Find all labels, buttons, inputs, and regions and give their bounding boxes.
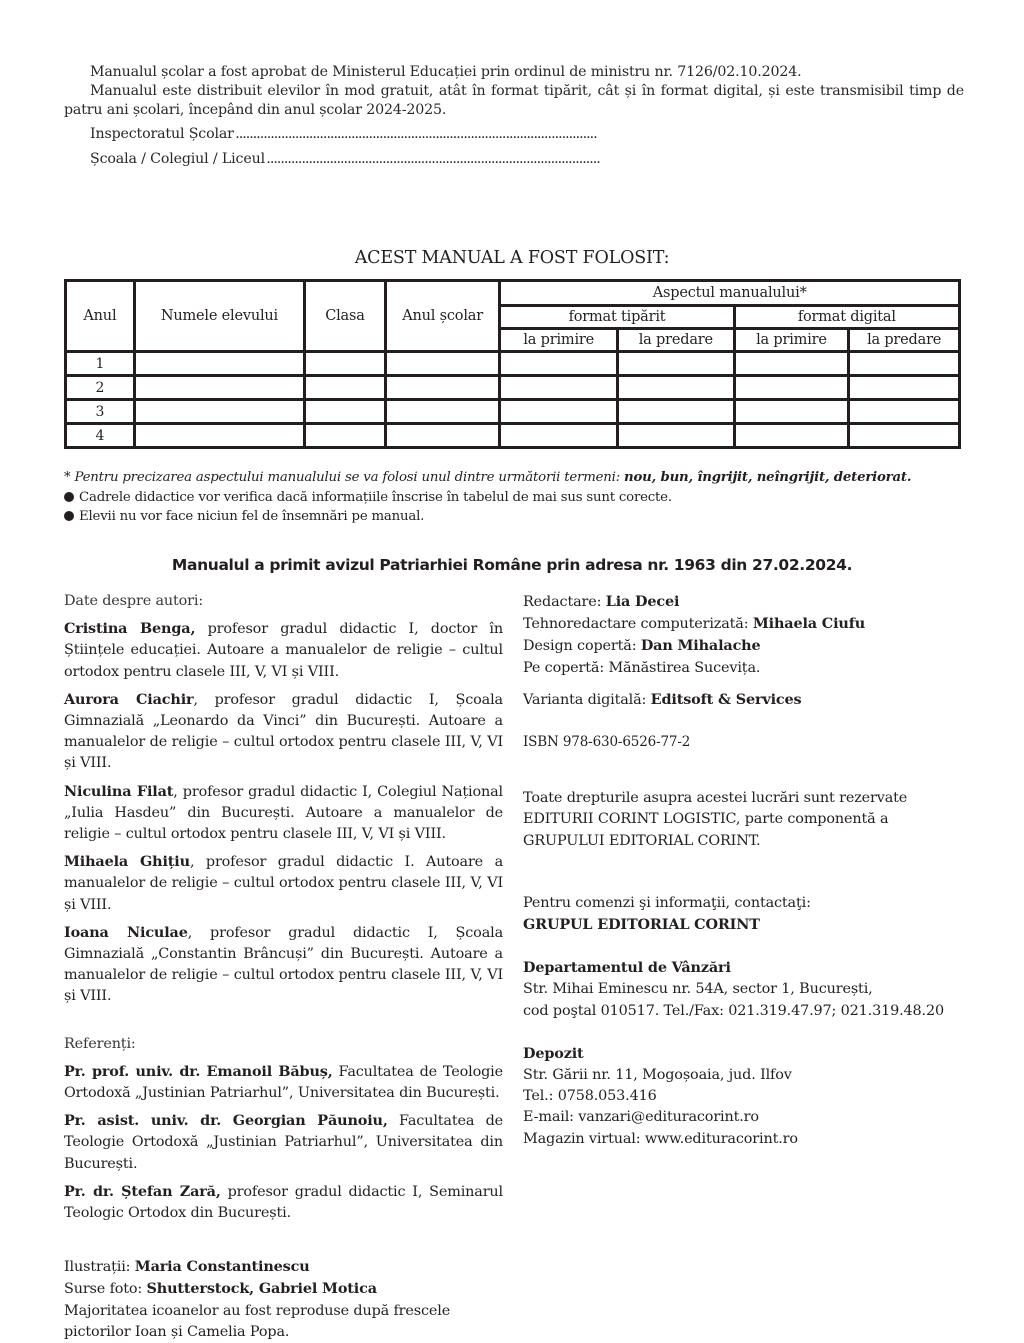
bullet-icon xyxy=(64,511,74,521)
cell-tiparit-predare[interactable] xyxy=(618,376,735,400)
illustrations-label: Ilustrații: xyxy=(64,1259,135,1276)
footnote xyxy=(64,468,911,488)
cell-anul: 2 xyxy=(66,376,135,400)
cell-clasa[interactable] xyxy=(305,424,386,448)
bullet-icon xyxy=(64,492,74,502)
cell-digital-primire[interactable] xyxy=(734,376,849,400)
depot-address: Str. Gării nr. 11, Mogoșoaia, jud. Ilfov xyxy=(523,1067,792,1084)
cell-digital-primire[interactable] xyxy=(734,400,849,424)
table-notes xyxy=(64,468,911,527)
referee-entry xyxy=(64,1061,503,1104)
inspectorat-label: Inspectoratul Școlar xyxy=(90,126,234,142)
author-name: Mihaela Ghițiu xyxy=(64,853,190,871)
header-numele-elevului: Numele elevului xyxy=(134,281,304,352)
cell-anul-scolar[interactable] xyxy=(385,424,500,448)
typesetting-credit xyxy=(523,613,973,635)
right-column xyxy=(523,591,973,1150)
inspectorat-field xyxy=(90,126,597,142)
sales-heading-text: Departamentul de Vânzări xyxy=(523,959,731,977)
editing-credit xyxy=(523,591,973,613)
cover-design-value: Dan Mihalache xyxy=(640,637,761,655)
cell-tiparit-primire[interactable] xyxy=(500,400,618,424)
referee-entry xyxy=(64,1110,503,1175)
sales-contact: cod poştal 010517. Tel./Fax: 021.319.47.97; 021.319.48.20 xyxy=(523,1002,944,1019)
patriarchate-approval: Manualul a primit avizul Patriarhiei Române prin adresa nr. 1963 din 27.02.2024. xyxy=(171,556,853,574)
author-entry xyxy=(64,781,503,846)
digital-version-credit xyxy=(523,689,973,711)
cell-clasa[interactable] xyxy=(305,352,386,376)
referee-name: Pr. asist. univ. dr. Georgian Păunoiu, xyxy=(64,1112,388,1130)
editing-value: Lia Decei xyxy=(605,593,680,610)
referee-entry xyxy=(64,1181,503,1224)
table-row xyxy=(66,400,960,424)
orders-publisher-name: GRUPUL EDITORIAL CORINT xyxy=(523,916,760,934)
inspectorat-dots: ....................................................................................................... xyxy=(235,126,597,142)
orders-publisher xyxy=(523,914,973,936)
author-entry xyxy=(64,618,503,683)
referee-name: Pr. dr. Ștefan Zară, xyxy=(64,1182,221,1200)
cell-tiparit-predare[interactable] xyxy=(618,352,735,376)
author-name: Cristina Benga, xyxy=(64,620,196,638)
author-name: Niculina Filat xyxy=(64,782,174,800)
usage-table-title: ACEST MANUAL A FOST FOLOSIT: xyxy=(354,248,670,268)
header-format-digital: format digital xyxy=(734,306,959,329)
scoala-label: Școala / Colegiul / Liceul xyxy=(90,151,265,167)
referee-description: profesor gradul didactic I, Seminarul Teologic Ortodox din București. xyxy=(64,1183,503,1222)
typesetting-label: Tehnoredactare computerizată: xyxy=(523,616,753,633)
rights-line-2: EDITURII CORINT LOGISTIC, parte componentă a xyxy=(523,811,889,828)
scoala-dots: ............................................................................................... xyxy=(266,151,600,167)
icons-note: Majoritatea icoanelor au fost reproduse după frescele pictorilor Ioan și Camelia Popa. xyxy=(64,1302,451,1340)
online-shop-link[interactable]: Magazin virtual: www.edituracorint.ro xyxy=(523,1130,798,1147)
cell-digital-predare[interactable] xyxy=(849,352,960,376)
depot-heading-text: Depozit xyxy=(523,1044,584,1062)
header-format-tiparit: format tipărit xyxy=(500,306,734,329)
author-description: profesor gradul didactic I, doctor în Științele educației. Autoare a manualelor de religie – cultul ortodox pentru clasele III, V, VI și VIII. xyxy=(64,621,503,680)
cell-numele[interactable] xyxy=(134,424,304,448)
cell-clasa[interactable] xyxy=(305,400,386,424)
typesetting-value: Mihaela Ciufu xyxy=(752,615,866,633)
cell-digital-primire[interactable] xyxy=(734,352,849,376)
depot-heading xyxy=(523,1043,973,1065)
cell-digital-predare[interactable] xyxy=(849,376,960,400)
cell-anul-scolar[interactable] xyxy=(385,400,500,424)
cover-design-credit xyxy=(523,635,973,657)
cell-numele[interactable] xyxy=(134,376,304,400)
cell-numele[interactable] xyxy=(134,400,304,424)
depot-phone: Tel.: 0758.053.416 xyxy=(523,1088,657,1105)
cell-anul: 4 xyxy=(66,424,135,448)
cell-digital-primire[interactable] xyxy=(734,424,849,448)
cell-numele[interactable] xyxy=(134,352,304,376)
note-bullet-1-text: Cadrele didactice vor verifica dacă informațiile înscrise în tabelul de mai sus sunt corecte. xyxy=(79,489,672,505)
digital-version-value: Editsoft & Services xyxy=(650,690,802,708)
approval-line-2: Manualul este distribuit elevilor în mod gratuit, atât în format tipărit, cât și în format digital, și este transmisibil timp de patru ani școlari, începând din anul școlar 2024-2025. xyxy=(64,83,964,118)
orders-label: Pentru comenzi şi informaţii, contactaţi: xyxy=(523,894,811,911)
cell-anul: 1 xyxy=(66,352,135,376)
editing-label: Redactare: xyxy=(523,594,606,610)
author-entry xyxy=(64,851,503,916)
header-digital-la-primire: la primire xyxy=(734,329,849,352)
photo-sources-value: Shutterstock, Gabriel Motica xyxy=(146,1280,377,1298)
cell-anul-scolar[interactable] xyxy=(385,376,500,400)
table-row xyxy=(66,424,960,448)
cell-tiparit-primire[interactable] xyxy=(500,376,618,400)
illustrations-value: Maria Constantinescu xyxy=(134,1258,310,1276)
cell-tiparit-primire[interactable] xyxy=(500,424,618,448)
depot-email-link[interactable]: E-mail: vanzari@edituracorint.ro xyxy=(523,1109,759,1126)
referee-name: Pr. prof. univ. dr. Emanoil Băbuș, xyxy=(64,1062,333,1080)
cell-digital-predare[interactable] xyxy=(849,424,960,448)
cover-image-note: Pe copertă: Mănăstirea Sucevița. xyxy=(523,659,761,676)
header-clasa: Clasa xyxy=(305,281,386,352)
left-column xyxy=(64,591,503,1343)
rights-line-3: GRUPULUI EDITORIAL CORINT. xyxy=(523,832,761,849)
author-entry xyxy=(64,689,503,775)
table-row xyxy=(66,352,960,376)
referee-description: Facultatea de Teologie Ortodoxă „Justinian Patriarhul”, Universitatea din București. xyxy=(64,1113,503,1172)
cell-digital-predare[interactable] xyxy=(849,400,960,424)
note-bullet-2 xyxy=(64,507,911,527)
rights-line-1: Toate drepturile asupra acestei lucrări sunt rezervate xyxy=(523,790,908,807)
cover-design-label: Design copertă: xyxy=(523,638,641,655)
cell-tiparit-predare[interactable] xyxy=(618,400,735,424)
note-bullet-1 xyxy=(64,488,911,508)
photo-sources-label: Surse foto: xyxy=(64,1281,147,1298)
illustrations-credit xyxy=(64,1256,503,1278)
cell-tiparit-predare[interactable] xyxy=(618,424,735,448)
photo-sources-credit xyxy=(64,1278,503,1300)
cell-tiparit-primire[interactable] xyxy=(500,352,618,376)
scoala-field xyxy=(90,151,600,167)
footnote-terms: nou, bun, îngrijit, neîngrijit, deteriorat. xyxy=(624,470,912,485)
cell-anul-scolar[interactable] xyxy=(385,352,500,376)
referee-description: Facultatea de Teologie Ortodoxă „Justinian Patriarhul”, Universitatea din București. xyxy=(64,1063,503,1102)
sales-heading xyxy=(523,957,973,979)
note-bullet-2-text: Elevii nu vor face niciun fel de însemnări pe manual. xyxy=(79,509,425,524)
approval-line-1: Manualul școlar a fost aprobat de Ministerul Educației prin ordinul de ministru nr. 7126/02.10.2024. xyxy=(90,64,802,80)
author-description: , profesor gradul didactic I, Colegiul Național „Iulia Hasdeu” din București. Autoare a manualelor de religie – cultul ortodox pentru clasele III, V, VI și VIII. xyxy=(64,783,503,843)
authors-heading: Date despre autori: xyxy=(64,593,204,609)
author-description: , profesor gradul didactic I. Autoare a manualelor de religie – cultul ortodox pentru clasele III, V, VI și VIII. xyxy=(64,854,503,913)
table-row xyxy=(66,376,960,400)
referees-heading: Referenți: xyxy=(64,1035,136,1052)
isbn: ISBN 978-630-6526-77-2 xyxy=(523,734,691,751)
header-tiparit-la-predare: la predare xyxy=(618,329,735,352)
footnote-text: * Pentru precizarea aspectului manualului se va folosi unul dintre următorii termeni: xyxy=(64,470,625,485)
header-digital-la-predare: la predare xyxy=(849,329,960,352)
author-name: Aurora Ciachir xyxy=(64,690,194,708)
cell-clasa[interactable] xyxy=(305,376,386,400)
header-tiparit-la-primire: la primire xyxy=(500,329,618,352)
author-description: , profesor gradul didactic I, Școala Gimnazială „Leonardo da Vinci” din București. Autoare a manualelor de religie – cultul ortodox pentru clasele III, V, VI și VIII. xyxy=(64,691,503,772)
digital-version-label: Varianta digitală: xyxy=(523,691,651,708)
header-anul: Anul xyxy=(66,281,135,352)
author-entry xyxy=(64,922,503,1008)
cell-anul: 3 xyxy=(66,400,135,424)
author-name: Ioana Niculae xyxy=(64,923,188,941)
author-description: , profesor gradul didactic I, Școala Gimnazială „Constantin Brâncuși” din București. Autoare a manualelor de religie – cultul ortodox pentru clasele III, V, VI și VIII. xyxy=(64,924,504,1005)
header-anul-scolar: Anul școlar xyxy=(385,281,500,352)
sales-address: Str. Mihai Eminescu nr. 54A, sector 1, București, xyxy=(523,981,873,998)
usage-table xyxy=(64,279,961,449)
header-aspectul-manualului: Aspectul manualului* xyxy=(500,281,960,306)
